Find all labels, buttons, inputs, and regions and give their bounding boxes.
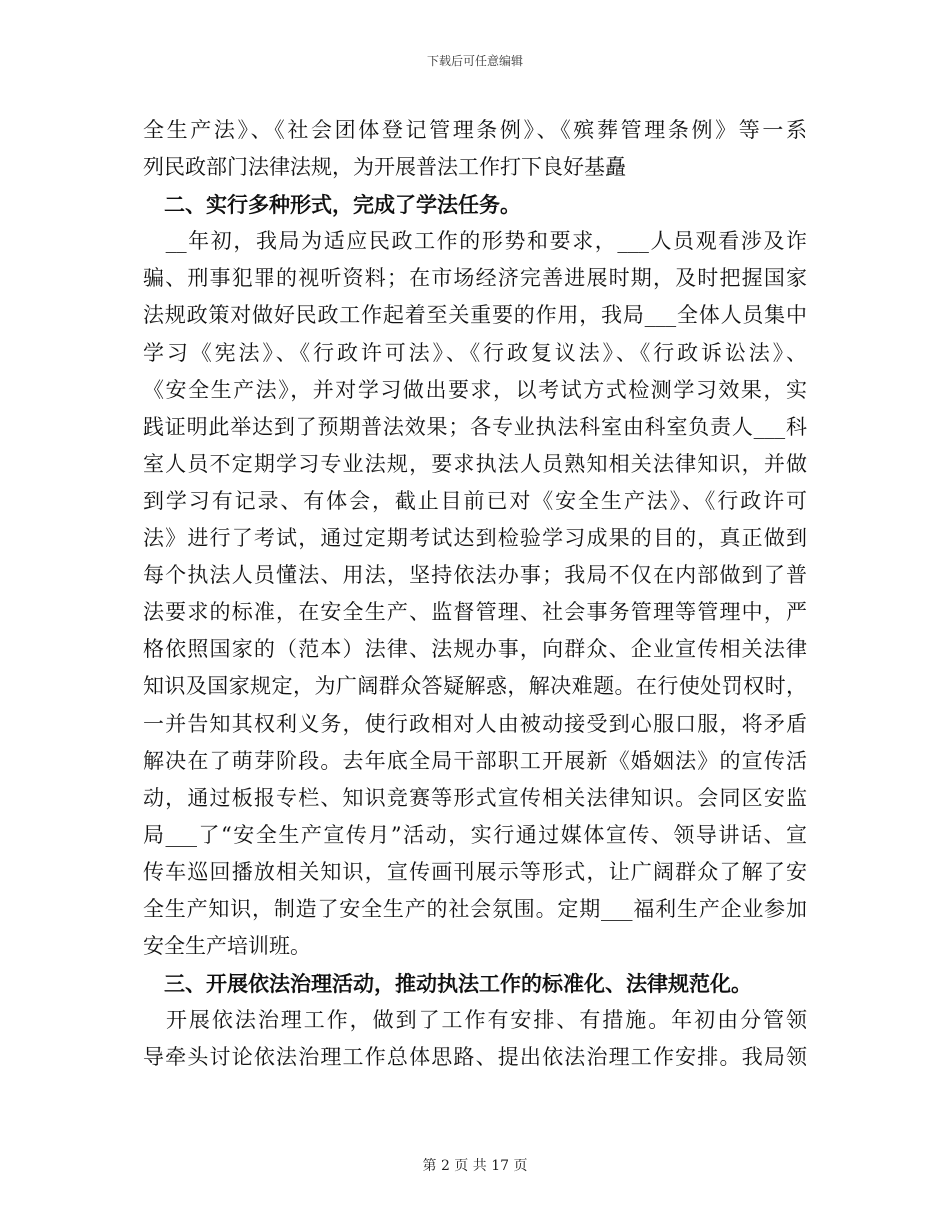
text-line: 解决在了萌芽阶段。去年底全局干部职工开展新《婚姻法》的宣传活 xyxy=(143,748,807,773)
text-line: 骗、刑事犯罪的视听资料；在市场经济完善进展时期，及时把握国家 xyxy=(143,266,807,291)
section-heading: 二、实行多种形式，完成了学法任务。 xyxy=(143,192,521,218)
text-line: 法》进行了考试，通过定期考试达到检验学习成果的目的，真正做到 xyxy=(143,526,807,551)
text-line: 法要求的标准，在安全生产、监督管理、社会事务管理等管理中，严 xyxy=(143,600,807,625)
page-footer: 第 2 页 共 17 页 xyxy=(422,1158,528,1174)
text-line: 安全生产培训班。 xyxy=(143,934,311,959)
text-line: 《安全生产法》，并对学习做出要求，以考试方式检测学习效果，实 xyxy=(143,377,807,402)
text-line: __年初，我局为适应民政工作的形势和要求，___人员观看涉及诈 xyxy=(143,229,807,254)
text-line: 室人员不定期学习专业法规，要求执法人员熟知相关法律知识，并做 xyxy=(143,451,807,476)
text-line: 一并告知其权利义务，使行政相对人由被动接受到心服口服，将矛盾 xyxy=(143,711,807,736)
text-line: 践证明此举达到了预期普法效果；各专业执法科室由科室负责人___科 xyxy=(143,414,807,439)
text-line: 学习《宪法》、《行政许可法》、《行政复议法》、《行政诉讼法》、 xyxy=(143,340,807,365)
text-line: 每个执法人员懂法、用法，坚持依法办事；我局不仅在内部做到了普 xyxy=(143,563,807,588)
page-header: 下载后可任意编辑 xyxy=(426,54,523,68)
text-line: 全生产知识，制造了安全生产的社会氛围。定期___福利生产企业参加 xyxy=(143,896,807,921)
text-line: 传车巡回播放相关知识，宣传画刊展示等形式，让广阔群众了解了安 xyxy=(143,859,807,884)
text-line: 导牵头讨论依法治理工作总体思路、提出依法治理工作安排。我局领 xyxy=(143,1045,807,1070)
text-line: 知识及国家规定，为广阔群众答疑解惑，解决难题。在行使处罚权时， xyxy=(143,674,807,699)
text-line: 法规政策对做好民政工作起着至关重要的作用，我局___全体人员集中 xyxy=(143,303,807,328)
text-line: 列民政部门法律法规，为开展普法工作打下良好基矗 xyxy=(143,155,626,180)
text-line: 格依照国家的（范本）法律、法规办事，向群众、企业宣传相关法律 xyxy=(143,637,807,662)
text-line: 开展依法治理工作，做到了工作有安排、有措施。年初由分管领 xyxy=(143,1008,807,1033)
document-body xyxy=(143,112,807,1076)
section-heading: 三、开展依法治理活动，推动执法工作的标准化、法律规范化。 xyxy=(143,971,752,997)
text-line: 局___了“安全生产宣传月”活动，实行通过媒体宣传、领导讲话、宣 xyxy=(143,822,807,847)
text-line: 到学习有记录、有体会，截止目前已对《安全生产法》、《行政许可 xyxy=(143,488,807,513)
text-line: 动，通过板报专栏、知识竞赛等形式宣传相关法律知识。会同区安监 xyxy=(143,785,807,810)
text-line: 全生产法》、《社会团体登记管理条例》、《殡葬管理条例》等一系 xyxy=(143,118,807,142)
